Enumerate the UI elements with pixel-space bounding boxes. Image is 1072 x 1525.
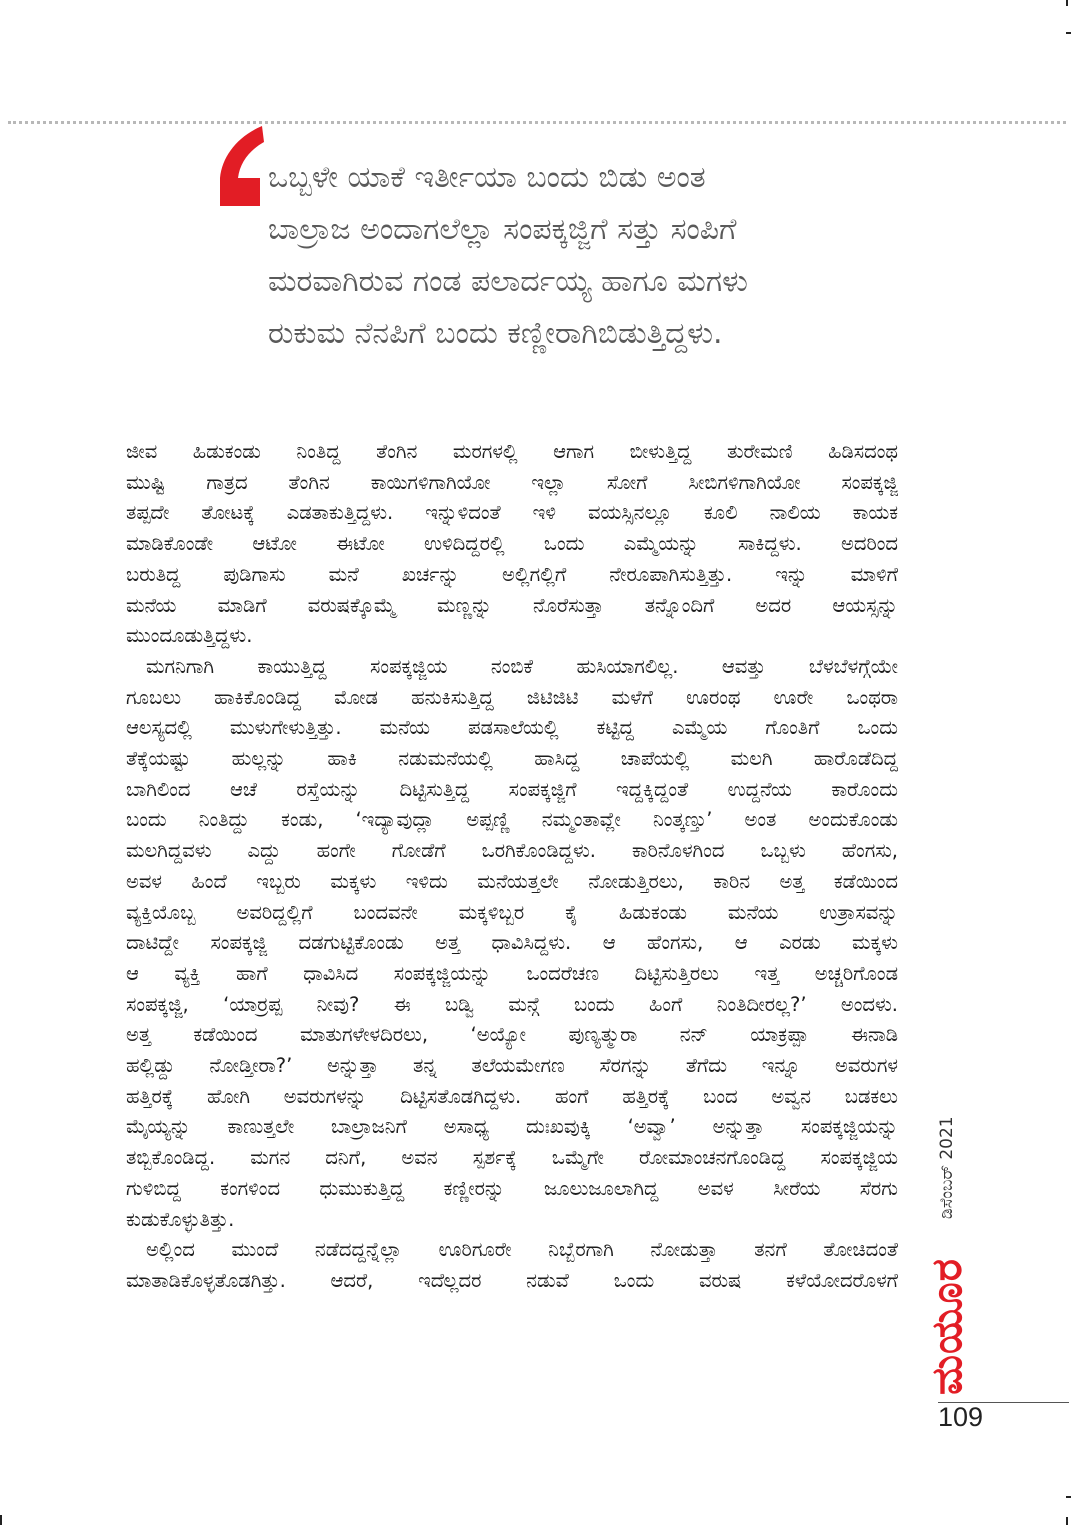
body-line: ಬರುತಿದ್ದ ಪುಡಿಗಾಸು ಮನೆ ಖರ್ಚನ್ನು ಅಲ್ಲಿಗಲ್ಲಿಗೆ ನೇರೂಪಾಗಿಸುತ್ತಿತ್ತು. ಇನ್ನು ಮಾಳಿಗೆ: [126, 562, 898, 586]
body-line: ಸಂಪಕ್ಕಜ್ಜಿ, ‘ಯಾರ್ರಪ್ಪ ನೀವು? ಈ ಬಡ್ವಿ ಮನ್ಗೆ ಬಂದು ಹಿಂಗೆ ನಿಂತಿದೀರಲ್ಲ?’ ಅಂದಳು.: [126, 992, 898, 1016]
body-line: ತಬ್ಬಿಕೊಂಡಿದ್ದ. ಮಗನ ದನಿಗೆ, ಅವನ ಸ್ಪರ್ಶಕ್ಕೆ ಒಮ್ಮೆಗೇ ರೋಮಾಂಚನಗೊಂಡಿದ್ದ ಸಂಪಕ್ಕಜ್ಜಿಯ: [126, 1146, 898, 1170]
body-line: ಅಲ್ಲಿಂದ ಮುಂದೆ ನಡೆದದ್ದನ್ನೆಲ್ಲಾ ಊರಿಗೂರೇ ನಿಬ್ಬೆರಗಾಗಿ ನೋಡುತ್ತಾ ತನಗೆ ತೋಚಿದಂತೆ: [146, 1238, 898, 1262]
dotted-divider: [8, 121, 1066, 124]
body-line: ಹಲ್ಲಿಡ್ದು ನೋಡ್ತೀರಾ?’ ಅನ್ನುತ್ತಾ ತನ್ನ ತಲೆಯಮೇಗಣ ಸೆರಗನ್ನು ತೆಗೆದು ಇನ್ನೂ ಅವರುಗಳ: [126, 1054, 898, 1078]
issue-date: ಡಿಸೆಂಬರ್ 2021: [937, 1116, 957, 1219]
body-line: ಗೂಬಲು ಹಾಕಿಕೊಂಡಿದ್ದ ಮೋಡ ಹನುಕಿಸುತ್ತಿದ್ದ ಜಿಟಿಜಿಟಿ ಮಳೆಗೆ ಊರಂಥ ಊರೇ ಒಂಥರಾ: [126, 685, 898, 709]
body-line: ಮನೆಯ ಮಾಡಿಗೆ ವರುಷಕ್ಕೊಮ್ಮೆ ಮಣ್ಣನ್ನು ನೊರೆಸುತ್ತಾ ತನ್ನೊಂದಿಗೆ ಅದರ ಆಯಸ್ಸನ್ನು: [126, 593, 898, 617]
body-line: ಜೀವ ಹಿಡುಕಂಡು ನಿಂತಿದ್ದ ತೆಂಗಿನ ಮರಗಳಲ್ಲಿ ಆಗಾಗ ಬೀಳುತ್ತಿದ್ದ ತುರೇಮಣಿ ಹಿಡಿಸದಂಥ: [126, 440, 898, 463]
pull-quote-line: ಒಬ್ಬಳೇ ಯಾಕೆ ಇರ್ತೀಯಾ ಬಂದು ಬಿಡು ಅಂತ: [268, 160, 706, 195]
body-line: ಮುಷ್ಟಿ ಗಾತ್ರದ ತೆಂಗಿನ ಕಾಯಿಗಳಿಗಾಗಿಯೋ ಇಲ್ಲಾ ಸೋಗೆ ಸೀಬಿಗಳಿಗಾಗಿಯೋ ಸಂಪಕ್ಕಜ್ಜಿ: [126, 470, 898, 494]
body-line: ವ್ಯಕ್ತಿಯೊಬ್ಬ ಅವರಿದ್ದಲ್ಲಿಗೆ ಬಂದವನೇ ಮಕ್ಕಳಿಬ್ಬರ ಕೈ ಹಿಡುಕಂಡು ಮನೆಯ ಉತ್ರಾಸವನ್ನು: [126, 900, 898, 924]
body-line: ಗುಳಿಬಿದ್ದ ಕಂಗಳಿಂದ ಧುಮುಕುತ್ತಿದ್ದ ಕಣ್ಣೀರನ್ನು ಜೂಲುಜೂಲಾಗಿದ್ದ ಅವಳ ಸೀರೆಯ ಸೆರಗು: [126, 1176, 898, 1200]
crop-mark: [0, 1515, 2, 1525]
magazine-logo: ಮಯೂರ: [922, 1258, 971, 1395]
crop-mark: [1066, 1517, 1068, 1525]
body-line: ಅತ್ತ ಕಡೆಯಿಂದ ಮಾತುಗಳೇಳದಿರಲು, ‘ಅಯ್ಯೋ ಪುಣ್ಯತ್ಮುರಾ ನನ್ ಯಾಕ್ರಪ್ಪಾ ಈನಾಡಿ: [126, 1023, 898, 1047]
body-line: ಮಾತಾಡಿಕೊಳ್ಳತೊಡಗಿತ್ತು. ಆದರೆ, ಇದೆಲ್ಲದರ ನಡುವೆ ಒಂದು ವರುಷ ಕಳೆಯೋದರೊಳಗೆ: [126, 1268, 898, 1292]
pull-quote: [268, 152, 908, 360]
crop-mark: [1066, 1496, 1071, 1498]
body-line: ಅವಳ ಹಿಂದೆ ಇಬ್ಬರು ಮಕ್ಕಳು ಇಳಿದು ಮನೆಯತ್ತಲೇ ನೋಡುತ್ತಿರಲು, ಕಾರಿನ ಅತ್ತ ಕಡೆಯಿಂದ: [126, 869, 898, 893]
body-line: ಬಂದು ನಿಂತಿದ್ದು ಕಂಡು, ‘ಇದ್ಯಾವುದ್ಲಾ ಅಪ್ಪಣ್ಣಿ ನಮ್ಮಂತಾವ್ಲೇ ನಿಂತ್ಕಣ್ತು’ ಅಂತ ಅಂದುಕೊಂಡು: [126, 808, 898, 832]
quote-mark-icon: [216, 126, 266, 206]
body-line: ತಪ್ಪದೇ ತೋಟಕ್ಕೆ ಎಡತಾಕುತ್ತಿದ್ದಳು. ಇನ್ನುಳಿದಂತೆ ಇಳಿ ವಯಸ್ಸಿನಲ್ಲೂ ಕೂಲಿ ನಾಲಿಯ ಕಾಯಕ: [126, 501, 898, 525]
crop-mark: [1066, 32, 1071, 34]
body-line: ತೆಕ್ಕೆಯಷ್ಟು ಹುಲ್ಲನ್ನು ಹಾಕಿ ನಡುಮನೆಯಲ್ಲಿ ಹಾಸಿದ್ದ ಚಾಪೆಯಲ್ಲಿ ಮಲಗಿ ಹಾರೊಡೆದಿದ್ದ: [126, 747, 898, 771]
body-line: ಹತ್ತಿರಕ್ಕೆ ಹೋಗಿ ಅವರುಗಳನ್ನು ದಿಟ್ಟಿಸತೊಡಗಿದ್ದಳು. ಹಂಗೆ ಹತ್ತಿರಕ್ಕೆ ಬಂದ ಅವ್ವನ ಬಡಕಲು: [126, 1084, 898, 1108]
body-line: ಆ ವ್ಯಕ್ತಿ ಹಾಗೆ ಧಾವಿಸಿದ ಸಂಪಕ್ಕಜ್ಜಿಯನ್ನು ಒಂದರೆಚಣ ದಿಟ್ಟಿಸುತ್ತಿರಲು ಇತ್ತ ಅಚ್ಚರಿಗೊಂಡ: [126, 961, 898, 985]
body-line: ದಾಟಿದ್ದೇ ಸಂಪಕ್ಕಜ್ಜಿ ದಡಗುಟ್ಟಿಕೊಂಡು ಅತ್ತ ಧಾವಿಸಿದ್ದಳು. ಆ ಹೆಂಗಸು, ಆ ಎರಡು ಮಕ್ಕಳು: [126, 931, 898, 955]
article-body: [126, 437, 898, 1297]
body-line: ಮೈಯ್ಯನ್ನು ಕಾಣುತ್ತಲೇ ಬಾಲ್ರಾಜನಿಗೆ ಅಸಾಧ್ಯ ದುಃಖವುಕ್ಕಿ ‘ಅವ್ವಾ’ ಅನ್ನುತ್ತಾ ಸಂಪಕ್ಕಜ್ಜಿಯನ್ನು: [126, 1115, 898, 1139]
crop-mark: [1066, 0, 1068, 6]
body-line: ಕುಡುಕೊಳ್ಳುತಿತ್ತು.: [126, 1207, 235, 1231]
body-line: ಮಗನಿಗಾಗಿ ಕಾಯುತ್ತಿದ್ದ ಸಂಪಕ್ಕಜ್ಜಿಯ ನಂಬಿಕೆ ಹುಸಿಯಾಗಲಿಲ್ಲ. ಆವತ್ತು ಬೆಳಬೆಳಗ್ಗೆಯೇ: [146, 654, 898, 678]
body-line: ಮಾಡಿಕೊಂಡೇ ಆಟೋ ಈಟೋ ಉಳಿದಿದ್ದರಲ್ಲಿ ಒಂದು ಎಮ್ಮೆಯನ್ನು ಸಾಕಿದ್ದಳು. ಅದರಿಂದ: [126, 532, 898, 556]
pull-quote-line: ಮರವಾಗಿರುವ ಗಂಡ ಪಲಾರ್ದಯ್ಯ ಹಾಗೂ ಮಗಳು: [268, 264, 748, 299]
body-line: ಬಾಗಿಲಿಂದ ಆಚೆ ರಸ್ತೆಯನ್ನು ದಿಟ್ಟಿಸುತ್ತಿದ್ದ ಸಂಪಕ್ಕಜ್ಜಿಗೆ ಇದ್ದಕ್ಕಿದ್ದಂತೆ ಉದ್ದನೆಯ ಕಾರೊಂದು: [126, 777, 898, 801]
body-line: ಮಲಗಿದ್ದವಳು ಎದ್ದು ಹಂಗೇ ಗೋಡೆಗೆ ಒರಗಿಕೊಂಡಿದ್ದಳು. ಕಾರಿನೊಳಗಿಂದ ಒಬ್ಬಳು ಹೆಂಗಸು,: [126, 839, 898, 863]
body-line: ಆಲಸ್ಯದಲ್ಲಿ ಮುಳುಗೇಳುತ್ತಿತ್ತು. ಮನೆಯ ಪಡಸಾಲೆಯಲ್ಲಿ ಕಟ್ಟಿದ್ದ ಎಮ್ಮೆಯ ಗೊಂತಿಗೆ ಒಂದು: [126, 716, 898, 740]
pull-quote-line: ರುಕುಮ ನೆನಪಿಗೆ ಬಂದು ಕಣ್ಣೀರಾಗಿಬಿಡುತ್ತಿದ್ದಳು.: [268, 316, 723, 351]
pull-quote-line: ಬಾಲ್ರಾಜ ಅಂದಾಗಲೆಲ್ಲಾ ಸಂಪಕ್ಕಜ್ಜಿಗೆ ಸತ್ತು ಸಂಪಿಗೆ: [268, 212, 737, 247]
body-line: ಮುಂದೂಡುತ್ತಿದ್ದಳು.: [126, 624, 253, 648]
page-number: 109: [938, 1402, 984, 1432]
